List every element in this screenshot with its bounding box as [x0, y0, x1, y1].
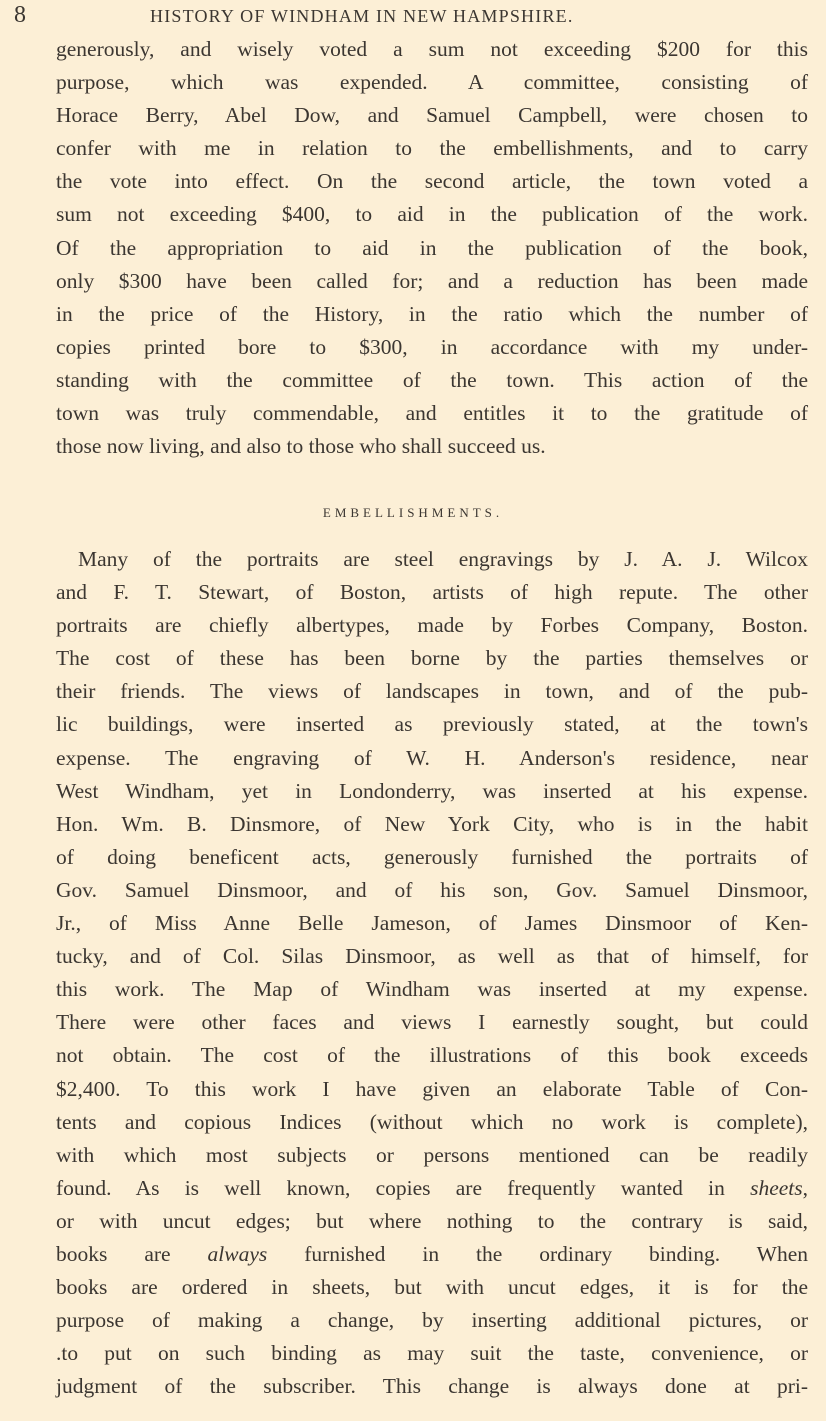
text-segment: furnished in the ordinary binding. When: [267, 1241, 808, 1266]
text-line: confer with me in relation to the embellishments, and to carry: [56, 136, 808, 161]
text-line: Many of the portraits are steel engravings by J. A. J. Wilcox: [78, 547, 808, 571]
text-line: of doing beneficent acts, generously furnished the portraits of: [56, 844, 808, 869]
running-header: [0, 2, 826, 32]
text-line: with which most subjects or persons mentioned can be readily: [56, 1142, 808, 1167]
text-line: Gov. Samuel Dinsmoor, and of his son, Gov. Samuel Dinsmoor,: [56, 877, 808, 902]
paragraph-embellishments: [56, 543, 808, 1403]
text-line: generously, and wisely voted a sum not exceeding $200 for this: [56, 37, 808, 61]
section-heading: EMBELLISHMENTS.: [322, 505, 504, 520]
text-line: not obtain. The cost of the illustrations of this book exceeds: [56, 1043, 808, 1068]
text-line: portraits are chiefly albertypes, made by Forbes Company, Boston.: [56, 613, 808, 638]
text-line: their friends. The views of landscapes in town, and of the pub-: [56, 679, 808, 704]
text-line: only $300 have been called for; and a reduction has been made: [56, 268, 808, 293]
text-line: or with uncut edges; but where nothing to the contrary is said,: [56, 1208, 808, 1233]
text-line: .to put on such binding as may suit the taste, convenience, or: [56, 1341, 808, 1366]
text-segment: books are: [56, 1241, 208, 1266]
italic-word: sheets: [750, 1175, 803, 1200]
text-line: town was truly commendable, and entitles it to the gratitude of: [56, 401, 808, 426]
text-line: the vote into effect. On the second article, the town voted a: [56, 169, 808, 194]
text-line: [56, 1238, 808, 1271]
text-line: judgment of the subscriber. This change is always done at pri-: [56, 1374, 808, 1399]
text-line: The cost of these has been borne by the parties themselves or: [56, 646, 808, 671]
text-line: those now living, and also to those who shall succeed us.: [56, 434, 546, 459]
italic-word: always: [207, 1241, 268, 1266]
text-line: Of the appropriation to aid in the publication of the book,: [56, 235, 808, 260]
page-number: 8: [14, 2, 26, 28]
paragraph-appropriation: [56, 33, 808, 463]
text-line: Jr., of Miss Anne Belle Jameson, of James Dinsmoor of Ken-: [56, 911, 808, 936]
text-line: There were other faces and views I earnestly sought, but could: [56, 1010, 808, 1035]
text-line: standing with the committee of the town. This action of the: [56, 367, 808, 392]
text-line: purpose, which was expended. A committee, consisting of: [56, 70, 808, 95]
text-line: sum not exceeding $400, to aid in the publication of the work.: [56, 202, 808, 227]
text-segment: found. As is well known, copies are frequently wanted in: [56, 1175, 751, 1200]
text-line: books are ordered in sheets, but with uncut edges, it is for the: [56, 1275, 808, 1300]
text-line: this work. The Map of Windham was inserted at my expense.: [56, 977, 808, 1002]
text-line: West Windham, yet in Londonderry, was inserted at his expense.: [56, 778, 808, 803]
text-line: Hon. Wm. B. Dinsmore, of New York City, who is in the habit: [56, 811, 808, 836]
text-line: lic buildings, were inserted as previously stated, at the town's: [56, 712, 808, 737]
text-line: [56, 1172, 808, 1205]
text-line: and F. T. Stewart, of Boston, artists of high repute. The other: [56, 580, 808, 605]
text-line: purpose of making a change, by inserting additional pictures, or: [56, 1308, 808, 1333]
text-line: tents and copious Indices (without which no work is complete),: [56, 1109, 808, 1134]
text-line: copies printed bore to $300, in accordance with my under-: [56, 334, 808, 359]
text-line: Horace Berry, Abel Dow, and Samuel Campbell, were chosen to: [56, 103, 808, 128]
text-line: $2,400. To this work I have given an elaborate Table of Con-: [56, 1076, 808, 1101]
running-title: HISTORY OF WINDHAM IN NEW HAMPSHIRE.: [150, 6, 574, 26]
text-line: in the price of the History, in the ratio which the number of: [56, 301, 808, 326]
text-segment: ,: [802, 1175, 808, 1200]
text-line: expense. The engraving of W. H. Anderson's residence, near: [56, 745, 808, 770]
text-line: tucky, and of Col. Silas Dinsmoor, as well as that of himself, for: [56, 944, 808, 969]
